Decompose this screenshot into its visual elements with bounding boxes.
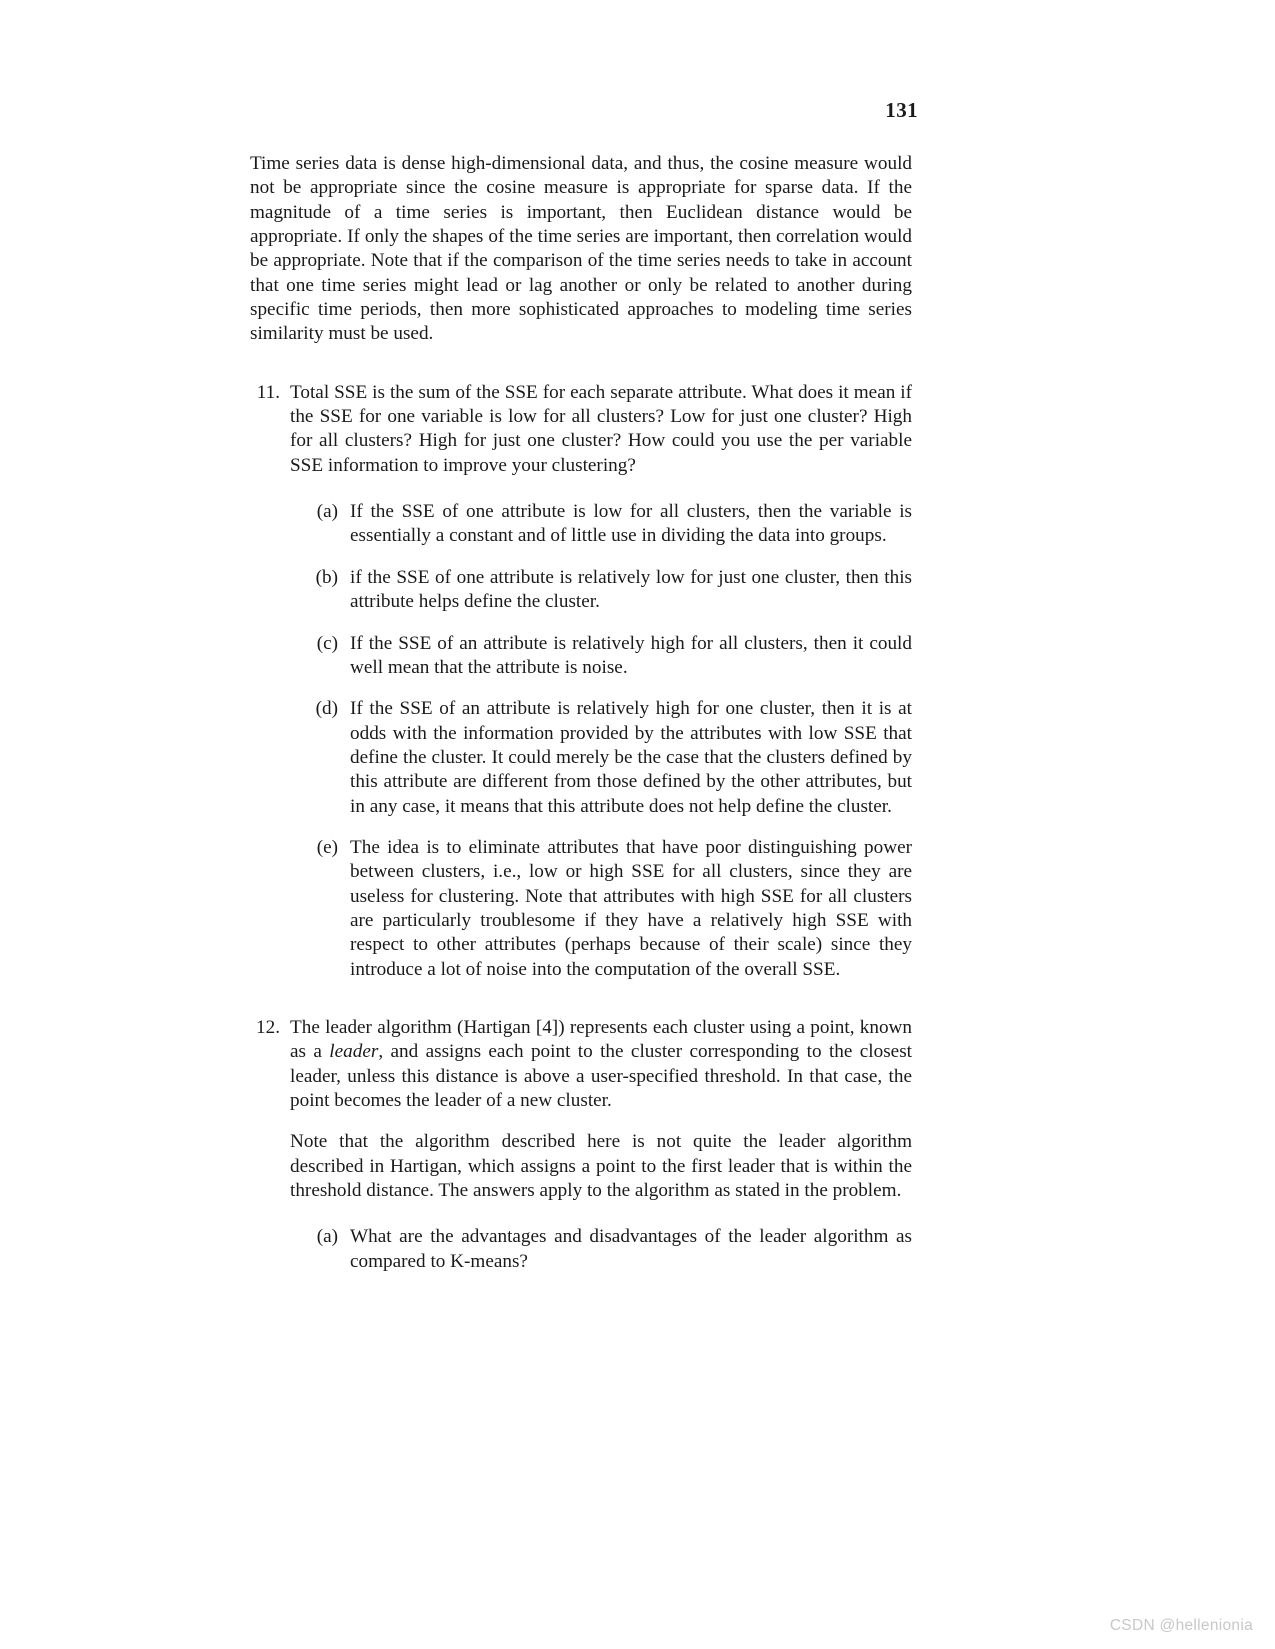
question-marker-12: 12. — [256, 1016, 280, 1038]
answer-list-11 — [290, 500, 912, 982]
answer-text-11e: The idea is to eliminate attributes that have poor distinguishing power between clusters, i.e., low or high SSE for all clusters, since they are useless for clustering. Note that attributes with high SSE for all clusters are particularly troublesome if they have a relatively high SSE with respect to other attributes (perhaps because of their scale) since they introduce a lot of noise into the computation of the overall SSE. — [350, 836, 912, 980]
answer-item-11d — [302, 697, 912, 819]
answer-item-11c — [302, 632, 912, 681]
question-12-text-before-leader: The leader algorithm (Hartigan [4]) represents each cluster using a point, known as a — [290, 1016, 912, 1063]
answer-item-11e — [302, 836, 912, 982]
question-item-12 — [250, 1016, 912, 1274]
numbered-question-list — [250, 381, 912, 1274]
answer-item-11a — [302, 500, 912, 549]
answer-marker-12a: (a) — [316, 1226, 338, 1248]
answer-marker-11d: (d) — [315, 698, 338, 720]
question-11-paragraph: Total SSE is the sum of the SSE for each separate attribute. What does it mean if the SSE for one variable is low for all clusters? Low for just one cluster? High for all clusters? High for just one cluster? How could you use the per variable SSE information to improve your clustering? — [290, 381, 912, 476]
question-marker-11: 11. — [256, 381, 280, 403]
question-12-paragraph-2: Note that the algorithm described here is not quite the leader algorithm described in Hartigan, which assigns a point to the first leader that is within the threshold distance. The answers apply to the algorithm as stated in the problem. — [290, 1131, 912, 1202]
page-number: 131 — [885, 98, 918, 122]
answer-marker-11c: (c) — [316, 632, 338, 654]
answer-marker-11e: (e) — [316, 836, 338, 858]
answer-item-12a — [302, 1225, 912, 1274]
answer-list-12 — [290, 1225, 912, 1274]
answer-marker-11a: (a) — [316, 501, 338, 523]
leader-term-italic: leader — [329, 1041, 379, 1063]
answer-text-11b: if the SSE of one attribute is relatively low for just one cluster, then this attribute helps define the cluster. — [350, 566, 912, 613]
answer-text-12a: What are the advantages and disadvantages of the leader algorithm as compared to K-means? — [350, 1226, 912, 1272]
intro-paragraph: Time series data is dense high-dimensional data, and thus, the cosine measure would not be appropriate since the cosine measure is appropriate for sparse data. If the magnitude of a time series is important, then Euclidean distance would be appropriate. If only the shapes of the time series are important, then correlation would be appropriate. Note that if the comparison of the time series needs to take in account that one time series might lead or lag another or only be related to another during specific time periods, then more sophisticated approaches to modeling time series similarity must be used. — [250, 153, 912, 345]
question-12-paragraph-1 — [290, 1016, 912, 1113]
page-body — [250, 152, 912, 1274]
answer-text-11c: If the SSE of an attribute is relatively high for all clusters, then it could well mean that the attribute is noise. — [350, 632, 912, 678]
question-12-text-after-leader: , and assigns each point to the cluster corresponding to the closest leader, unless this distance is above a user-specified threshold. In that case, the point becomes the leader of a new cluster. — [290, 1041, 912, 1111]
question-12-content — [290, 1016, 912, 1274]
csdn-watermark: CSDN @hellenionia — [1109, 1617, 1253, 1634]
answer-text-11a: If the SSE of one attribute is low for all clusters, then the variable is essentially a constant and of little use in dividing the data into groups. — [350, 501, 912, 547]
answer-text-11d: If the SSE of an attribute is relatively high for one cluster, then it is at odds with the information provided by the attributes with low SSE that define the cluster. It could merely be the case that the clusters defined by this attribute are different from those defined by the other attributes, but in any case, it means that this attribute does not help define the cluster. — [350, 698, 912, 817]
answer-marker-11b: (b) — [315, 566, 338, 588]
question-11-content — [290, 381, 912, 982]
answer-item-11b — [302, 566, 912, 615]
question-item-11 — [250, 381, 912, 982]
